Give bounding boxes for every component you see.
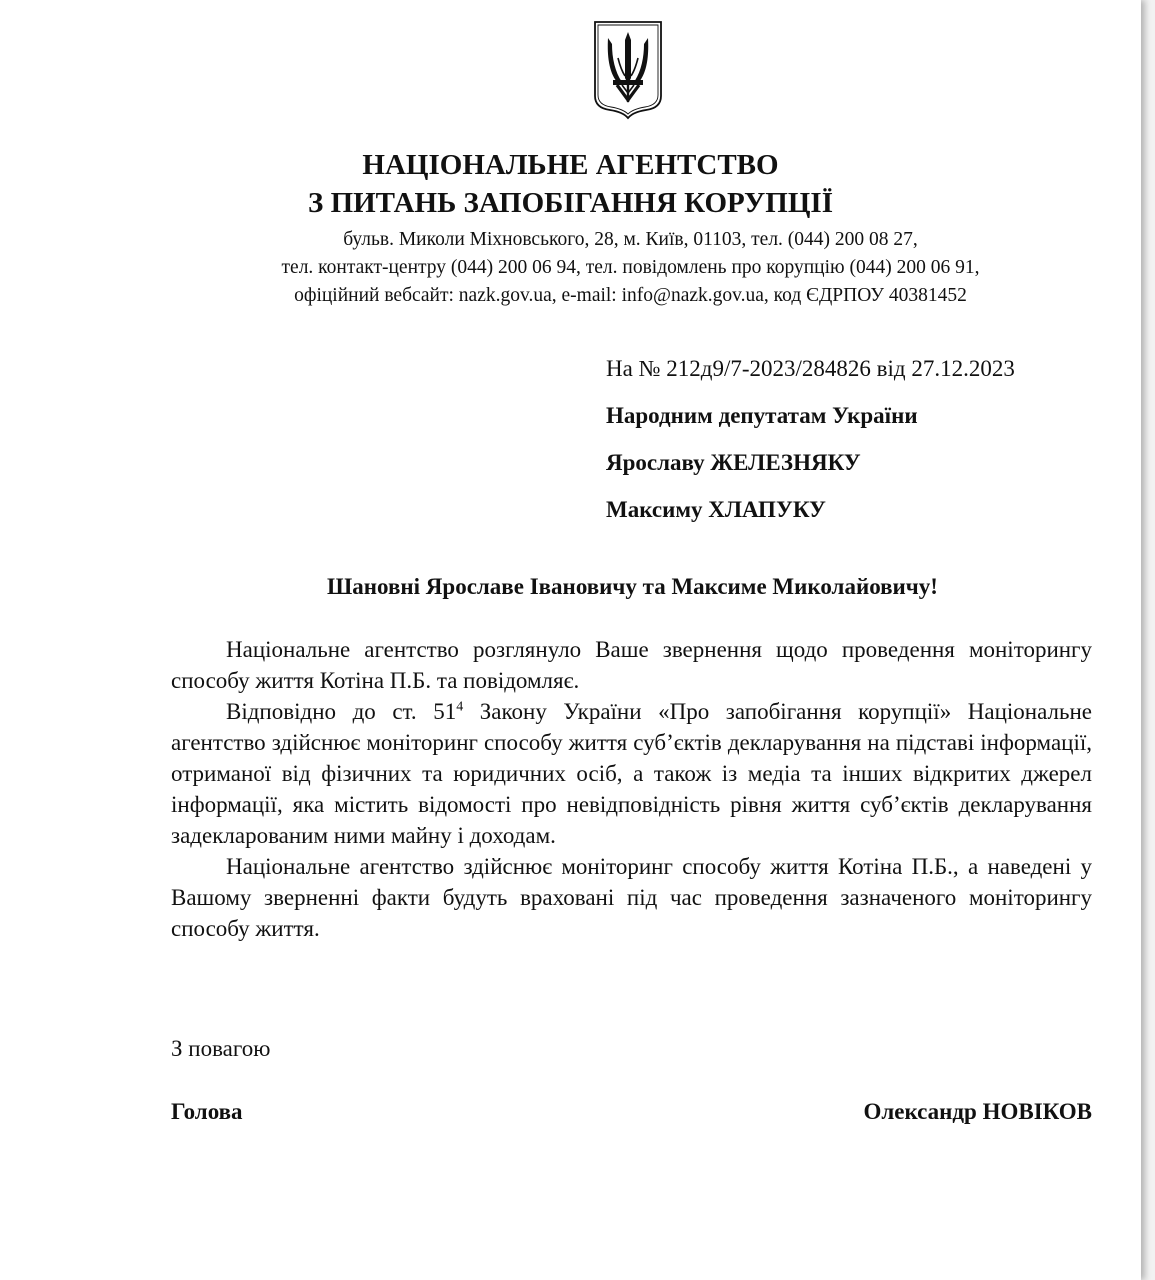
contact-address: бульв. Миколи Міхновського, 28, м. Київ, 01103, тел. (044) 200 08 27,	[343, 229, 918, 250]
body-paragraph: Національне агентство здійснює моніторинг способу життя Котіна П.Б., а наведені у Вашому зверненні факти будуть враховані під час проведення зазначеного моніторингу способу життя.	[171, 854, 1092, 941]
agency-name-line-2: З ПИТАНЬ ЗАПОБІГАННЯ КОРУПЦІЇ	[308, 187, 833, 219]
body-text: Відповідно до ст. 51	[226, 699, 457, 724]
reference-number: На № 212д9/7-2023/284826 від 27.12.2023	[606, 356, 1015, 381]
contact-phones: тел. контакт-центру (044) 200 06 94, тел. повідомлень про корупцію (044) 200 06 91,	[281, 257, 980, 278]
body-paragraph: Національне агентство розглянуло Ваше звернення щодо проведення моніторингу способу життя Котіна П.Б. та повідомляє.	[171, 637, 1092, 693]
addressee-name: Ярославу ЖЕЛЕЗНЯКУ	[606, 450, 861, 475]
addressee-group: Народним депутатам України	[606, 403, 918, 428]
signatory-title: Голова	[171, 1099, 243, 1124]
signatory-name: Олександр НОВІКОВ	[863, 1099, 1092, 1124]
contact-website-email: офіційний вебсайт: nazk.gov.ua, e-mail: info@nazk.gov.ua, код ЄДРПОУ 40381452	[294, 285, 967, 306]
agency-name-line-1: НАЦІОНАЛЬНЕ АГЕНТСТВО	[362, 149, 779, 181]
letter-body	[171, 634, 1092, 944]
closing-regards: З повагою	[171, 1036, 271, 1061]
trident-coat-of-arms-icon	[591, 18, 665, 120]
body-paragraph	[171, 696, 1092, 851]
addressee-name: Максиму ХЛАПУКУ	[606, 497, 826, 522]
salutation: Шановні Ярославе Івановичу та Максиме Миколайовичу!	[327, 574, 938, 599]
body-text: Закону України «Про запобігання корупції» Національне агентство здійснює моніторинг способу життя суб’єктів декларування на підставі інформації, отриманої від фізичних та юридичних осіб, а також із медіа та інших відкритих джерел інформації, яка містить відомості про невідповідність рівня життя суб’єктів декларування задекларованим ними майну і доходам.	[171, 699, 1092, 848]
article-superscript: 4	[456, 699, 464, 715]
